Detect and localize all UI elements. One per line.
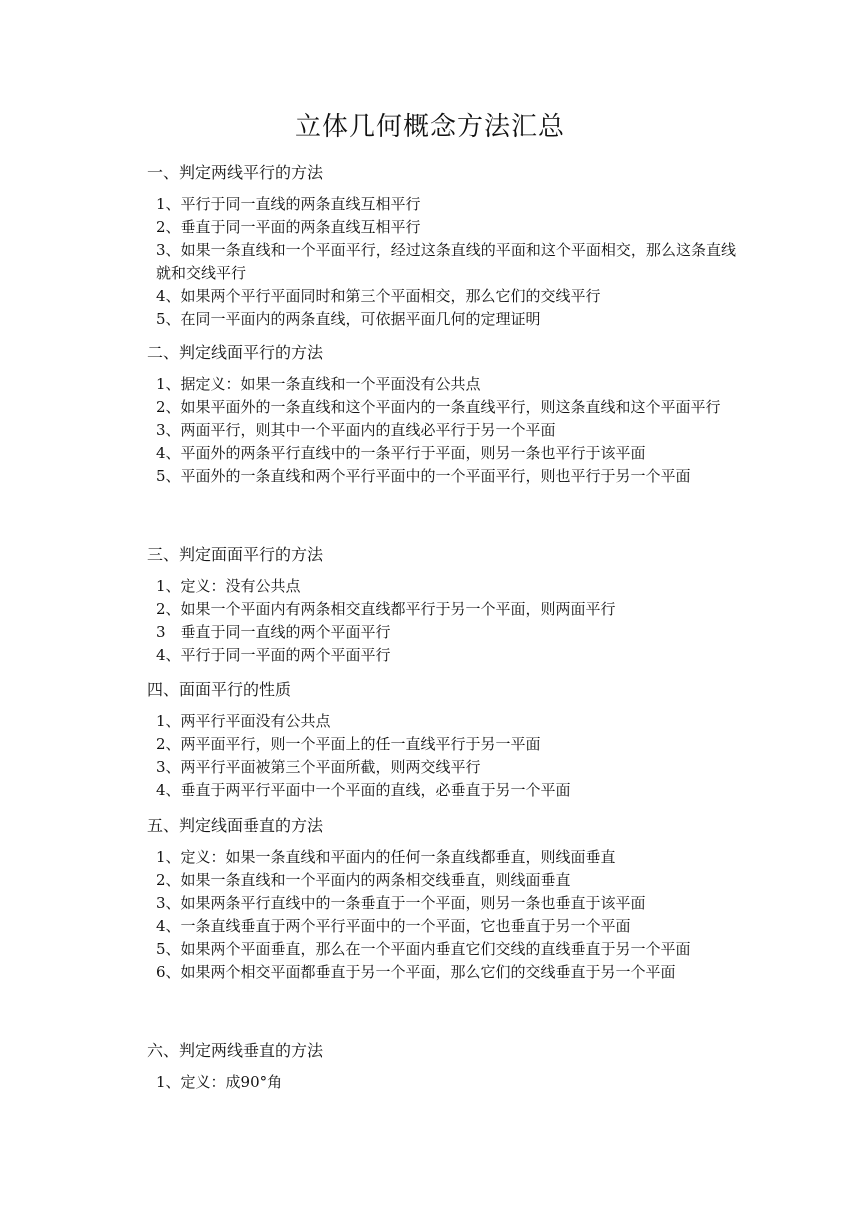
- section-heading: 六、判定两线垂直的方法: [147, 1041, 324, 1060]
- section-perpendicular-lines: [147, 1040, 747, 1094]
- section-line-plane-perpendicular: [147, 815, 747, 984]
- list-item: 4、一条直线垂直于两个平行平面中的一个平面，它也垂直于另一个平面: [156, 917, 631, 935]
- list-item: 2、两平面平行，则一个平面上的任一直线平行于另一平面: [156, 735, 541, 753]
- item-list: [147, 193, 747, 331]
- section-heading: 三、判定面面平行的方法: [147, 545, 324, 564]
- list-item: 3、如果一条直线和一个平面平行，经过这条直线的平面和这个平面相交，那么这条直线就和交线平行: [156, 241, 736, 282]
- section-heading: 四、面面平行的性质: [147, 680, 292, 699]
- list-item: 2、如果一个平面内有两条相交直线都平行于另一个平面，则两面平行: [156, 600, 616, 618]
- item-list: [147, 373, 747, 488]
- list-item: 6、如果两个相交平面都垂直于另一个平面，那么它们的交线垂直于另一个平面: [156, 963, 676, 981]
- list-item: 1、据定义：如果一条直线和一个平面没有公共点: [156, 375, 481, 393]
- list-item: 2、如果一条直线和一个平面内的两条相交线垂直，则线面垂直: [156, 871, 571, 889]
- document-title: 立体几何概念方法汇总: [294, 112, 565, 142]
- list-item: 2、垂直于同一平面的两条直线互相平行: [156, 218, 421, 236]
- list-item: 5、如果两个平面垂直，那么在一个平面内垂直它们交线的直线垂直于另一个平面: [156, 940, 691, 958]
- list-item: 2、如果平面外的一条直线和这个平面内的一条直线平行，则这条直线和这个平面平行: [156, 398, 721, 416]
- list-item: 3、如果两条平行直线中的一条垂直于一个平面，则另一条也垂直于该平面: [156, 894, 646, 912]
- list-item: 3、两平行平面被第三个平面所截，则两交线平行: [156, 758, 481, 776]
- list-item: 1、平行于同一直线的两条直线互相平行: [156, 195, 421, 213]
- section-heading: 一、判定两线平行的方法: [147, 163, 324, 182]
- list-item: 5、平面外的一条直线和两个平行平面中的一个平面平行，则也平行于另一个平面: [156, 467, 691, 485]
- item-list: [147, 575, 747, 667]
- section-plane-parallel-properties: [147, 679, 747, 802]
- list-item: 4、平面外的两条平行直线中的一条平行于平面，则另一条也平行于该平面: [156, 444, 646, 462]
- section-heading: 二、判定线面平行的方法: [147, 343, 324, 362]
- list-item: 4、垂直于两平行平面中一个平面的直线，必垂直于另一个平面: [156, 781, 571, 799]
- list-item: 4、平行于同一平面的两个平面平行: [156, 646, 391, 664]
- section-heading: 五、判定线面垂直的方法: [147, 816, 324, 835]
- list-item: 1、定义：如果一条直线和平面内的任何一条直线都垂直，则线面垂直: [156, 848, 616, 866]
- list-item: 3 垂直于同一直线的两个平面平行: [156, 623, 391, 641]
- list-item: 3、两面平行，则其中一个平面内的直线必平行于另一个平面: [156, 421, 556, 439]
- section-line-plane-parallel: [147, 342, 747, 488]
- list-item: 4、如果两个平行平面同时和第三个平面相交，那么它们的交线平行: [156, 287, 601, 305]
- section-plane-plane-parallel: [147, 544, 747, 667]
- item-list: [147, 846, 747, 984]
- item-list: [147, 1071, 747, 1094]
- section-parallel-lines: [147, 162, 747, 331]
- list-item: 1、两平行平面没有公共点: [156, 712, 331, 730]
- list-item: 1、定义：没有公共点: [156, 577, 301, 595]
- list-item: 1、定义：成90°角: [156, 1073, 283, 1091]
- item-list: [147, 710, 747, 802]
- list-item: 5、在同一平面内的两条直线，可依据平面几何的定理证明: [156, 310, 541, 328]
